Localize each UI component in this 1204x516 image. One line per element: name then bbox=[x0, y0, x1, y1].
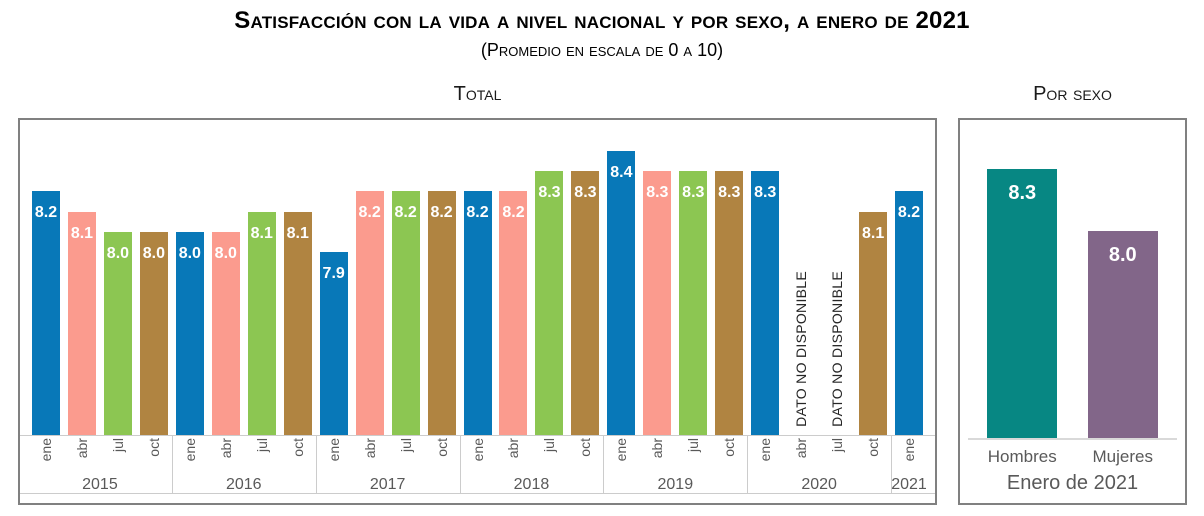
month-tick-slot bbox=[352, 438, 388, 476]
por-sexo-baseline bbox=[968, 438, 1177, 440]
month-tick-slot bbox=[424, 438, 460, 476]
por-sexo-plot-area bbox=[960, 120, 1185, 438]
month-tick-slot bbox=[783, 438, 819, 476]
bar bbox=[248, 212, 276, 435]
bar-slot bbox=[352, 120, 388, 435]
category-label: Mujeres bbox=[1092, 447, 1153, 466]
month-tick-label: oct bbox=[433, 438, 450, 457]
bar bbox=[464, 191, 492, 435]
bar-value-label: 8.0 bbox=[142, 245, 166, 262]
month-tick-label: jul bbox=[829, 438, 846, 453]
bar-slot bbox=[891, 120, 927, 435]
month-tick-slot bbox=[244, 438, 280, 476]
axis-year-group bbox=[603, 436, 748, 493]
bar-slot bbox=[316, 120, 352, 435]
bar-group bbox=[747, 120, 891, 435]
bar bbox=[284, 212, 312, 435]
month-tick-row bbox=[891, 438, 927, 476]
month-tick-label: oct bbox=[145, 438, 162, 457]
bar-value-label: 8.3 bbox=[718, 184, 741, 202]
no-data-label: DATO NO DISPONIBLE bbox=[829, 271, 846, 427]
bar bbox=[607, 151, 635, 435]
bar bbox=[895, 191, 923, 435]
bar-value-label: 8.1 bbox=[250, 224, 273, 242]
month-tick-label: oct bbox=[289, 438, 306, 457]
bar-value-label: 8.0 bbox=[106, 245, 130, 262]
month-tick-slot bbox=[891, 438, 927, 476]
page-subtitle: (Promedio en escala de 0 a 10) bbox=[480, 40, 724, 60]
bar-slot bbox=[1073, 120, 1174, 438]
total-axis-band bbox=[20, 435, 935, 494]
bar bbox=[859, 212, 887, 435]
month-tick-label: ene bbox=[181, 438, 198, 462]
bar-value-label: 8.3 bbox=[754, 184, 777, 202]
month-tick-label: ene bbox=[613, 438, 630, 462]
por-sexo-heading: Por sexo bbox=[1033, 83, 1112, 105]
bar bbox=[987, 169, 1057, 438]
bar-value-label: 8.0 bbox=[1108, 244, 1137, 266]
por-sexo-panel bbox=[958, 118, 1187, 505]
bar-group bbox=[172, 120, 316, 435]
bar-value-label: 8.2 bbox=[34, 204, 58, 222]
month-tick-row bbox=[172, 438, 316, 476]
bar-group bbox=[460, 120, 604, 435]
month-tick-row bbox=[603, 438, 747, 476]
bar bbox=[176, 232, 204, 435]
bar-group bbox=[891, 120, 927, 435]
bar-slot bbox=[639, 120, 675, 435]
no-data-label: DATO NO DISPONIBLE bbox=[793, 271, 810, 427]
bar-value-label: 8.1 bbox=[286, 224, 309, 242]
month-tick-slot bbox=[460, 438, 496, 476]
bar-slot bbox=[603, 120, 639, 435]
bar-slot bbox=[972, 120, 1073, 438]
year-label: 2021 bbox=[891, 476, 927, 493]
bar-value-label: 8.2 bbox=[502, 204, 525, 222]
month-tick-slot bbox=[531, 438, 567, 476]
bar bbox=[140, 232, 168, 435]
bar bbox=[535, 171, 563, 435]
bar-slot bbox=[855, 120, 891, 435]
bar-value-label: 8.3 bbox=[646, 184, 669, 202]
month-tick-label: ene bbox=[325, 438, 342, 462]
bar bbox=[499, 191, 527, 435]
bar-slot bbox=[208, 120, 244, 435]
bar-slot bbox=[531, 120, 567, 435]
month-tick-label: abr bbox=[793, 438, 810, 459]
bar-group bbox=[316, 120, 460, 435]
month-tick-slot bbox=[28, 438, 64, 476]
bar bbox=[320, 252, 348, 435]
axis-year-group bbox=[28, 436, 173, 493]
month-tick-slot bbox=[639, 438, 675, 476]
month-tick-label: ene bbox=[901, 438, 918, 462]
month-tick-slot bbox=[388, 438, 424, 476]
month-tick-slot bbox=[172, 438, 208, 476]
total-heading: Total bbox=[453, 83, 502, 105]
bar bbox=[104, 232, 132, 435]
month-tick-slot bbox=[100, 438, 136, 476]
page-title: Satisfacción con la vida a nivel nacional y por sexo, a enero de 2021 bbox=[234, 7, 970, 34]
month-tick-slot bbox=[567, 438, 603, 476]
month-tick-label: jul bbox=[109, 438, 126, 453]
bar bbox=[212, 232, 240, 435]
bar bbox=[356, 191, 384, 435]
bar-slot bbox=[100, 120, 136, 435]
month-tick-slot bbox=[603, 438, 639, 476]
bar-slot bbox=[711, 120, 747, 435]
por-sexo-category-labels bbox=[960, 447, 1185, 467]
bar-value-label: 7.9 bbox=[322, 265, 345, 283]
month-tick-label: abr bbox=[217, 438, 234, 459]
month-tick-slot bbox=[711, 438, 747, 476]
bar-slot bbox=[424, 120, 460, 435]
month-tick-label: jul bbox=[685, 438, 702, 453]
axis-year-group bbox=[460, 436, 605, 493]
month-tick-label: abr bbox=[361, 438, 378, 459]
category-label: Hombres bbox=[987, 447, 1057, 466]
bar-value-label: 8.1 bbox=[861, 224, 885, 242]
bar-slot bbox=[136, 120, 172, 435]
year-label: 2019 bbox=[657, 476, 694, 493]
bar-value-label: 8.3 bbox=[1008, 181, 1037, 204]
month-tick-label: jul bbox=[253, 438, 270, 453]
bar bbox=[679, 171, 707, 435]
month-tick-label: jul bbox=[397, 438, 414, 453]
month-tick-label: oct bbox=[577, 438, 594, 457]
total-panel bbox=[18, 118, 937, 505]
bar bbox=[715, 171, 743, 435]
year-label: 2016 bbox=[225, 476, 262, 493]
bar-group bbox=[603, 120, 747, 435]
bar-value-label: 8.2 bbox=[358, 204, 381, 222]
month-tick-label: oct bbox=[865, 438, 882, 457]
month-tick-slot bbox=[496, 438, 532, 476]
total-plot-area bbox=[20, 120, 935, 435]
por-sexo-axis-title: Enero de 2021 bbox=[1006, 472, 1139, 494]
bar-value-label: 8.2 bbox=[897, 204, 921, 222]
axis-year-group bbox=[891, 436, 927, 493]
bar bbox=[643, 171, 671, 435]
bar-slot bbox=[819, 120, 855, 435]
bar bbox=[32, 191, 60, 435]
bar-slot bbox=[28, 120, 64, 435]
month-tick-label: jul bbox=[541, 438, 558, 453]
bar-slot bbox=[675, 120, 711, 435]
bar-slot bbox=[244, 120, 280, 435]
month-tick-row bbox=[460, 438, 604, 476]
month-tick-slot bbox=[316, 438, 352, 476]
bar-value-label: 8.2 bbox=[466, 204, 489, 222]
month-tick-label: abr bbox=[73, 438, 90, 459]
bar bbox=[1088, 231, 1158, 438]
month-tick-slot bbox=[64, 438, 100, 476]
bar-slot bbox=[64, 120, 100, 435]
bar-group bbox=[28, 120, 172, 435]
bar-slot bbox=[460, 120, 496, 435]
bar-value-label: 8.4 bbox=[610, 163, 633, 181]
month-tick-label: oct bbox=[721, 438, 738, 457]
bar-slot bbox=[388, 120, 424, 435]
bar-value-label: 8.3 bbox=[682, 184, 705, 202]
year-label: 2018 bbox=[513, 476, 550, 493]
bar-value-label: 8.0 bbox=[178, 245, 201, 262]
month-tick-slot bbox=[136, 438, 172, 476]
bar-slot bbox=[747, 120, 783, 435]
month-tick-slot bbox=[208, 438, 244, 476]
month-tick-slot bbox=[819, 438, 855, 476]
bar-slot bbox=[496, 120, 532, 435]
month-tick-row bbox=[747, 438, 891, 476]
bar-slot bbox=[280, 120, 316, 435]
month-tick-label: ene bbox=[757, 438, 774, 462]
bar-value-label: 8.2 bbox=[394, 204, 417, 222]
bar-value-label: 8.1 bbox=[70, 224, 94, 242]
bar-value-label: 8.0 bbox=[214, 245, 237, 262]
month-tick-slot bbox=[280, 438, 316, 476]
bar-slot bbox=[172, 120, 208, 435]
bar bbox=[571, 171, 599, 435]
month-tick-label: abr bbox=[505, 438, 522, 459]
month-tick-label: abr bbox=[649, 438, 666, 459]
month-tick-label: ene bbox=[469, 438, 486, 462]
bar bbox=[751, 171, 779, 435]
month-tick-slot bbox=[747, 438, 783, 476]
bar-value-label: 8.3 bbox=[538, 184, 561, 202]
bar-value-label: 8.3 bbox=[574, 184, 597, 202]
year-label: 2020 bbox=[801, 476, 837, 493]
bar bbox=[68, 212, 96, 435]
axis-year-group bbox=[172, 436, 317, 493]
month-tick-row bbox=[316, 438, 460, 476]
bar bbox=[428, 191, 456, 435]
month-tick-slot bbox=[675, 438, 711, 476]
month-tick-slot bbox=[855, 438, 891, 476]
bar-slot bbox=[783, 120, 819, 435]
axis-year-group bbox=[747, 436, 892, 493]
month-tick-row bbox=[28, 438, 172, 476]
year-label: 2017 bbox=[369, 476, 406, 493]
bar bbox=[392, 191, 420, 435]
bar-slot bbox=[567, 120, 603, 435]
year-label: 2015 bbox=[82, 476, 118, 493]
month-tick-label: ene bbox=[37, 438, 54, 462]
bar-value-label: 8.2 bbox=[430, 204, 453, 222]
axis-year-group bbox=[316, 436, 461, 493]
